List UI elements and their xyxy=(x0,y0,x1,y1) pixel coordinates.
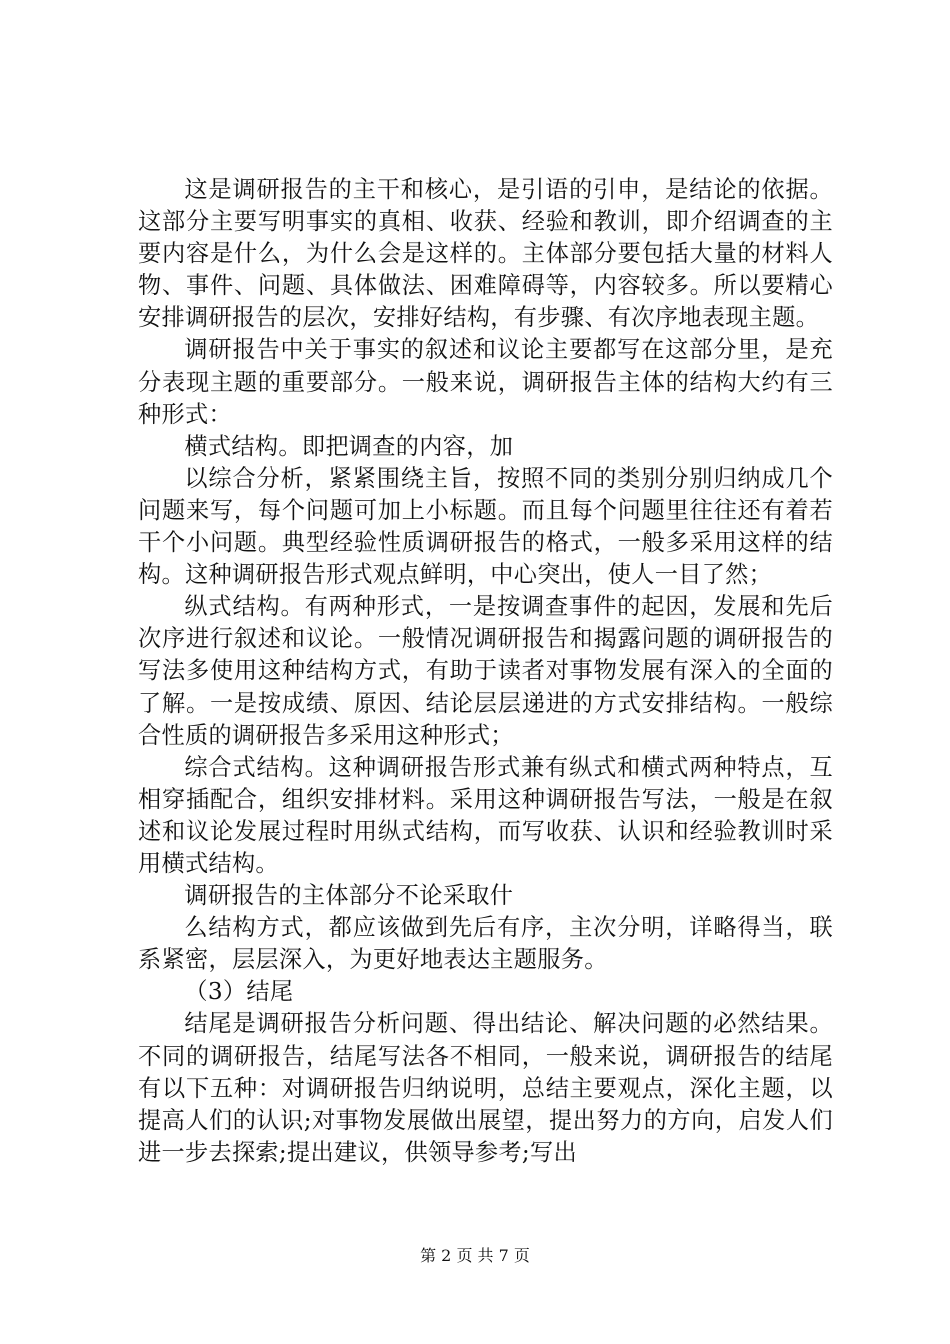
section-heading-ending: （3）结尾 xyxy=(184,978,294,1006)
paragraph-body-structure: 调研报告中关于事实的叙述和议论主要都写在这部分里，是充分表现主题的重要部分。一般来说，调研报告主体的结构大约有三种形式： xyxy=(138,336,833,428)
paragraph-body-requirement: 么结构方式，都应该做到先后有序，主次分明，详略得当，联系紧密，层层深入，为更好地表达主题服务。 xyxy=(138,914,833,974)
paragraph-horizontal-structure: 以综合分析，紧紧围绕主旨，按照不同的类别分别归纳成几个问题来写，每个问题可加上小标题。而且每个问题里往往还有着若干个小问题。典型经验性质调研报告的格式，一般多采用这样的结构。这种调研报告形式观点鲜明，中心突出，使人一目了然； xyxy=(138,464,833,589)
body-text xyxy=(138,174,833,1169)
paragraph-ending: 结尾是调研报告分析问题、得出结论、解决问题的必然结果。不同的调研报告，结尾写法各不相同，一般来说，调研报告的结尾有以下五种：对调研报告归纳说明，总结主要观点，深化主题，以提高人们的认识;对事物发展做出展望，提出努力的方向，启发人们进一步去探索;提出建议，供领导参考;写出 xyxy=(138,1010,833,1166)
paragraph-body-requirement-heading: 调研报告的主体部分不论采取什 xyxy=(184,882,514,910)
paragraph-horizontal-structure-heading: 横式结构。即把调查的内容，加 xyxy=(184,432,514,460)
paragraph-combined-structure: 综合式结构。这种调研报告形式兼有纵式和横式两种特点，互相穿插配合，组织安排材料。采用这种调研报告写法，一般是在叙述和议论发展过程时用纵式结构，而写收获、认识和经验教训时采用横式结构。 xyxy=(138,753,833,877)
page-number: 第 2 页 共 7 页 xyxy=(420,1246,530,1265)
paragraph-vertical-structure: 纵式结构。有两种形式，一是按调查事件的起因，发展和先后次序进行叙述和议论。一般情况调研报告和揭露问题的调研报告的写法多使用这种结构方式，有助于读者对事物发展有深入的全面的了解。一是按成绩、原因、结论层层递进的方式安排结构。一般综合性质的调研报告多采用这种形式； xyxy=(138,593,833,749)
paragraph-main-body-intro: 这是调研报告的主干和核心，是引语的引申，是结论的依据。这部分主要写明事实的真相、收获、经验和教训，即介绍调查的主要内容是什么，为什么会是这样的。主体部分要包括大量的材料人物、事件、问题、具体做法、困难障碍等，内容较多。所以要精心安排调研报告的层次，安排好结构，有步骤、有次序地表现主题。 xyxy=(138,176,833,332)
